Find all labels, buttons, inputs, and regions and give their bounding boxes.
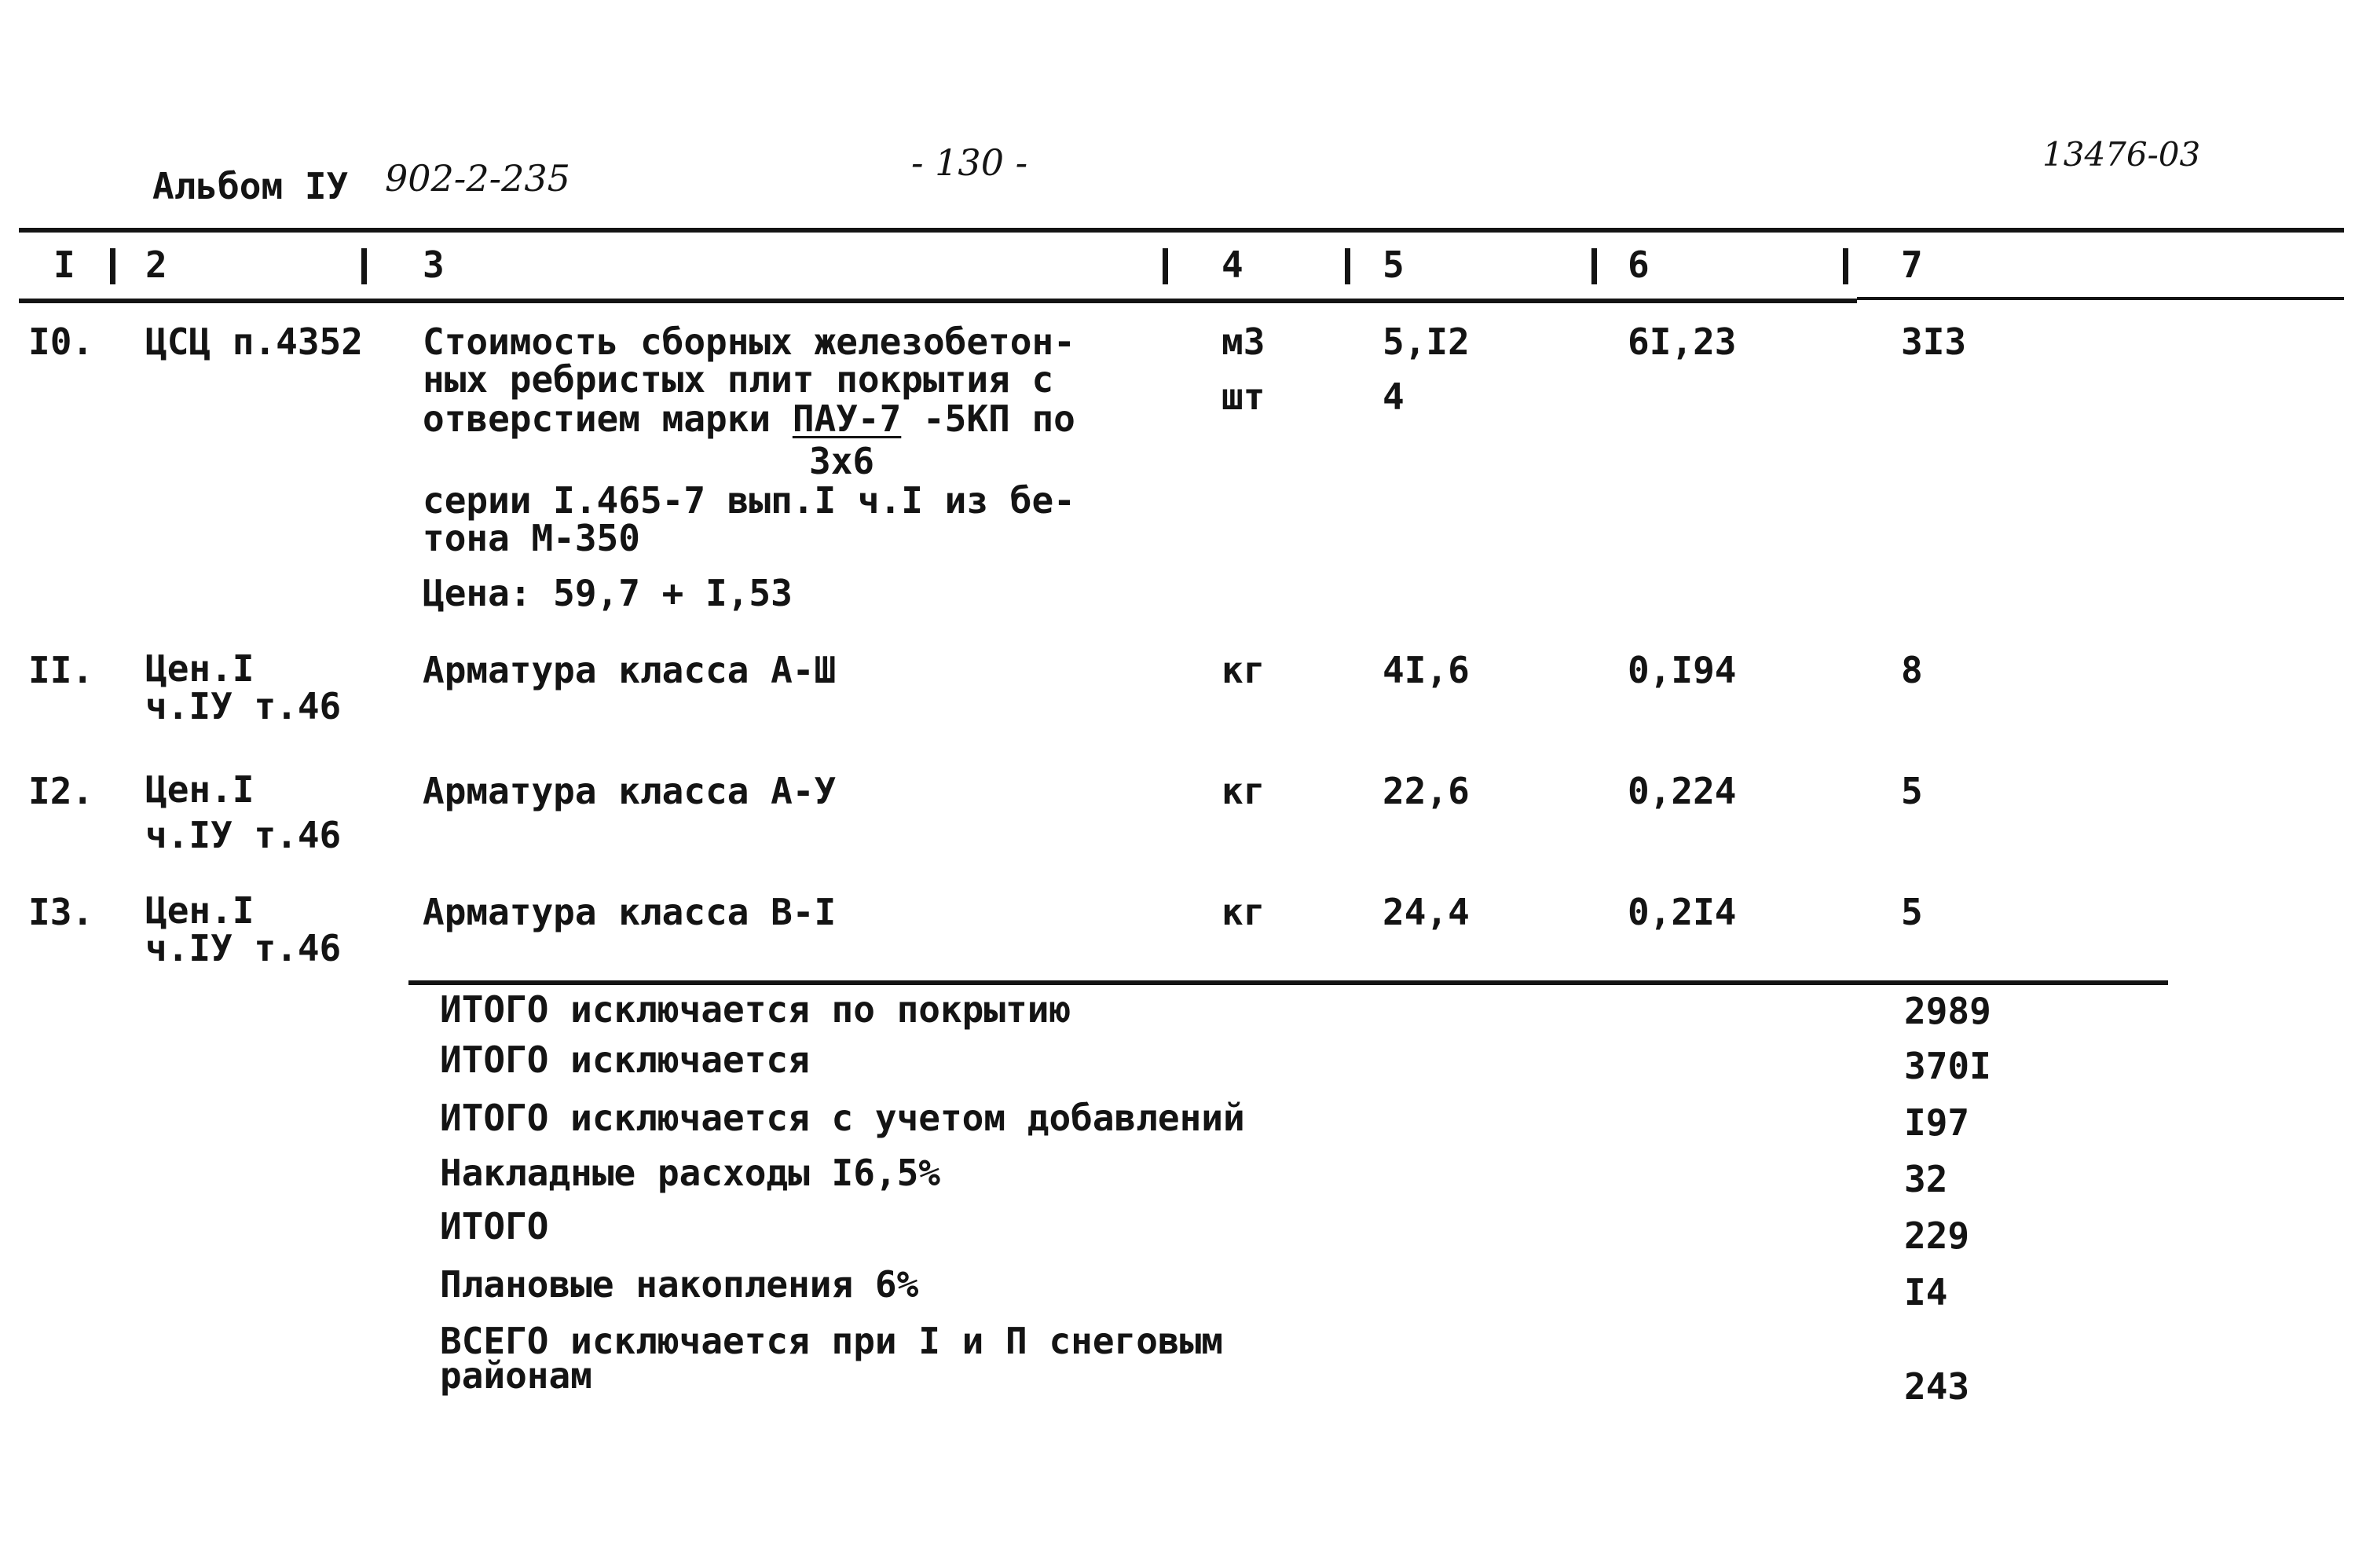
row-description-line: серии I.465-7 вып.I ч.I из бе- (423, 479, 1075, 522)
row-description-line (423, 399, 1075, 438)
row-description-line: Стоимость сборных железобетон- (423, 321, 1075, 363)
col-divider (110, 248, 115, 284)
summary-value: 243 (1904, 1365, 1970, 1408)
plate-mark-size: 3х6 (809, 440, 875, 482)
summary-value: 229 (1904, 1214, 1970, 1257)
col-header-2: 2 (145, 244, 167, 286)
row-unit: шт (1221, 376, 1265, 418)
row-unit-price: 0,2I4 (1628, 891, 1737, 933)
summary-label: ВСЕГО исключается при I и П снеговым (440, 1320, 1223, 1362)
album-label: Альбом IУ (152, 165, 349, 207)
col-divider (361, 248, 367, 284)
summary-value: 32 (1904, 1158, 1948, 1200)
summary-value: 370I (1904, 1045, 1991, 1087)
summary-label: Плановые накопления 6% (440, 1263, 919, 1306)
desc-suffix: -5КП по (901, 397, 1075, 440)
document-stamp: 13476-03 (2042, 135, 2201, 174)
summary-label: Накладные расходы I6,5% (440, 1152, 940, 1194)
row-description: Арматура класса А-Ш (423, 649, 837, 691)
row-total: 5 (1901, 891, 1923, 933)
col-divider (1163, 248, 1168, 284)
row-total: 5 (1901, 770, 1923, 812)
col-divider (1345, 248, 1350, 284)
desc-prefix: отверстием марки (423, 397, 793, 440)
row-description-line: ных ребристых плит покрытия с (423, 358, 1054, 401)
row-quantity: 4 (1383, 376, 1405, 418)
row-source: Цен.I (145, 647, 255, 690)
row-unit: м3 (1221, 321, 1265, 363)
summary-value: I97 (1904, 1101, 1970, 1144)
header-bottom-rule-right (1857, 297, 2344, 300)
row-description: Арматура класса В-I (423, 891, 837, 933)
summary-label: районам (440, 1354, 592, 1397)
row-unit: кг (1221, 649, 1265, 691)
row-unit: кг (1221, 891, 1265, 933)
col-header-4: 4 (1221, 244, 1243, 286)
col-divider (1843, 248, 1848, 284)
summary-label: ИТОГО исключается по покрытию (440, 988, 1071, 1031)
row-unit-price: 0,224 (1628, 770, 1737, 812)
row-price-note: Цена: 59,7 + I,53 (423, 572, 793, 614)
summary-top-rule (408, 980, 2168, 985)
plate-mark: ПАУ-7 (792, 397, 902, 440)
row-number: II. (28, 649, 94, 691)
col-header-7: 7 (1901, 244, 1923, 286)
header-bottom-rule (19, 299, 1857, 303)
summary-label: ИТОГО (440, 1205, 549, 1247)
row-description-line: тона М-350 (423, 517, 640, 559)
row-description: Арматура класса А-У (423, 770, 837, 812)
row-total: 3I3 (1901, 321, 1967, 363)
row-number: I0. (28, 321, 94, 363)
row-source: ЦСЦ п.4352 (145, 321, 363, 363)
summary-label: ИТОГО исключается с учетом добавлений (440, 1097, 1245, 1139)
col-divider (1591, 248, 1597, 284)
row-quantity: 4I,6 (1383, 649, 1470, 691)
row-source: ч.IУ т.46 (145, 814, 342, 856)
album-code: 902-2-235 (385, 157, 570, 200)
summary-value: I4 (1904, 1271, 1948, 1313)
col-header-1: I (53, 244, 75, 286)
row-source: ч.IУ т.46 (145, 685, 342, 727)
table-top-rule (19, 228, 2344, 233)
row-unit-price: 6I,23 (1628, 321, 1737, 363)
summary-value: 2989 (1904, 990, 1991, 1032)
row-quantity: 24,4 (1383, 891, 1470, 933)
row-unit-price: 0,I94 (1628, 649, 1737, 691)
row-unit: кг (1221, 770, 1265, 812)
page-number: - 130 - (911, 141, 1028, 184)
row-number: I2. (28, 770, 94, 812)
row-source: Цен.I (145, 768, 255, 811)
summary-label: ИТОГО исключается (440, 1039, 810, 1081)
col-header-6: 6 (1628, 244, 1650, 286)
row-source: Цен.I (145, 889, 255, 932)
row-source: ч.IУ т.46 (145, 927, 342, 969)
col-header-3: 3 (423, 244, 445, 286)
row-quantity: 22,6 (1383, 770, 1470, 812)
row-quantity: 5,I2 (1383, 321, 1470, 363)
row-number: I3. (28, 891, 94, 933)
col-header-5: 5 (1383, 244, 1405, 286)
row-total: 8 (1901, 649, 1923, 691)
